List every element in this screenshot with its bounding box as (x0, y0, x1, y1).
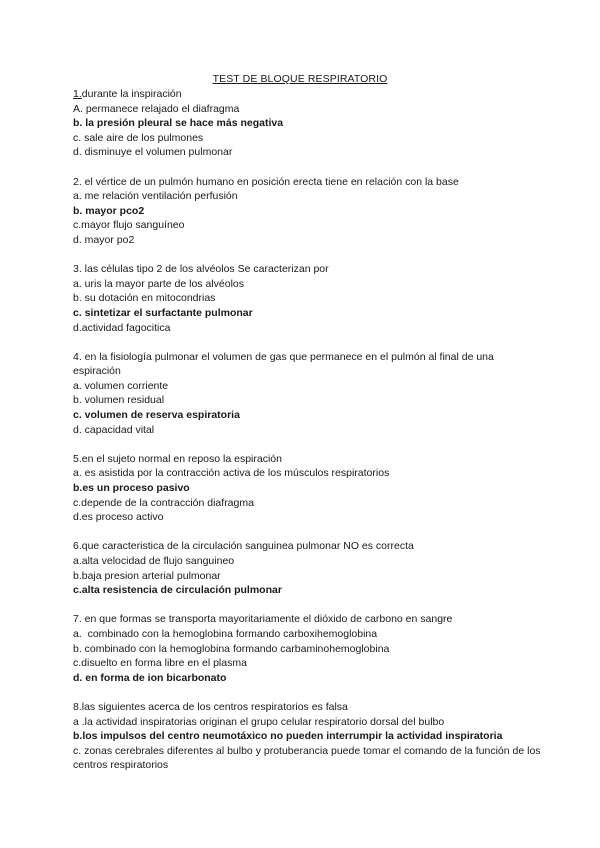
question-stem: 2. el vértice de un pulmón humano en posición erecta tiene en relación con la base (73, 175, 459, 188)
answer-option: d. disminuye el volumen pulmonar (73, 146, 233, 159)
question-1 (73, 87, 543, 160)
answer-option-correct: b. la presión pleural se hace más negativa (73, 117, 284, 130)
answer-option: a. combinado con la hemoglobina formando carboxihemoglobina (73, 627, 378, 640)
answer-option-correct: c. sintetizar el surfactante pulmonar (73, 306, 253, 319)
answer-option: a. es asistida por la contracción activa de los músculos respiratorios (73, 467, 390, 480)
answer-option-correct: c. volumen de reserva espiratoria (73, 409, 240, 422)
question-stem: 7. en que formas se transporta mayoritariamente el dióxido de carbono en sangre (73, 613, 453, 626)
question-stem: 4. en la fisiología pulmonar el volumen de gas que permanece en el pulmón al final de una espiración (73, 350, 494, 378)
question-stem: 5.en el sujeto normal en reposo la espiración (73, 452, 282, 465)
question-list (73, 87, 543, 788)
answer-option: b. su dotación en mitocondrias (73, 292, 216, 305)
answer-option: d.es proceso activo (73, 511, 164, 524)
answer-option-correct: d. en forma de ion bicarbonato (73, 671, 227, 684)
document-title: TEST DE BLOQUE RESPIRATORIO (212, 73, 388, 85)
question-7 (73, 612, 543, 685)
question-stem: 6.que caracteristica de la circulación sanguinea pulmonar NO es correcta (73, 540, 414, 553)
question-stem: 3. las células tipo 2 de los alvéolos Se caracterizan por (73, 263, 329, 276)
question-8 (73, 700, 543, 773)
answer-option: d.actividad fagocitica (73, 321, 171, 334)
answer-option-correct: c.alta resistencia de circulación pulmonar (73, 584, 282, 597)
question-3 (73, 262, 543, 335)
answer-option: b. combinado con la hemoglobina formando carbaminohemoglobina (73, 642, 390, 655)
question-stem: 1.durante la inspiración (73, 88, 182, 100)
answer-option: a. uris la mayor parte de los alvéolos (73, 277, 244, 290)
answer-option: b.baja presion arterial pulmonar (73, 569, 221, 582)
answer-option: A. permanece relajado el diafragma (73, 102, 240, 115)
answer-option: a.alta velocidad de flujo sanguineo (73, 555, 235, 567)
answer-option-correct: b.los impulsos del centro neumotáxico no pueden interrumpir la actividad inspiratoria (73, 730, 503, 743)
answer-option: c.disuelto en forma libre en el plasma (73, 657, 247, 670)
answer-option: a. volumen corriente (73, 379, 169, 392)
question-4 (73, 350, 543, 438)
question-stem: 8.las siguientes acerca de los centros respiratorios es falsa (73, 700, 348, 713)
answer-option: c. sale aire de los pulmones (73, 131, 204, 144)
answer-option: c.depende de la contracción diafragma (73, 496, 254, 509)
question-2 (73, 175, 543, 248)
answer-option: b. volumen residual (73, 394, 165, 407)
answer-option: c.mayor flujo sanguíneo (73, 219, 185, 232)
answer-option-correct: b. mayor pco2 (73, 204, 145, 217)
answer-option-correct: b.es un proceso pasivo (73, 482, 190, 495)
answer-option: d. capacidad vital (73, 423, 155, 436)
question-5 (73, 452, 543, 525)
answer-option: c. zonas cerebrales diferentes al bulbo y protuberancia puede tomar el comando de la función de los centros respiratorios (73, 744, 541, 772)
question-6 (73, 539, 543, 597)
question-number: 1. (73, 88, 82, 100)
answer-option: d. mayor po2 (73, 233, 135, 246)
answer-option: a. me relación ventilación perfusión (73, 190, 238, 203)
answer-option: a .la actividad inspiratorias originan el grupo celular respiratorio dorsal del bulbo (73, 715, 445, 728)
